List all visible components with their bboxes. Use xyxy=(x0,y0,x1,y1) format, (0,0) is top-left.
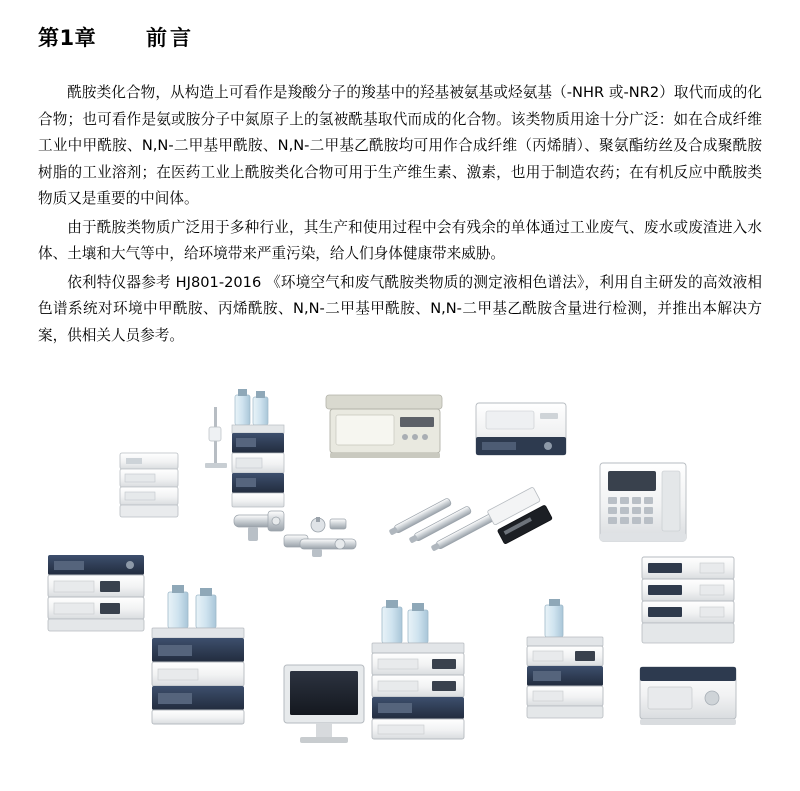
instrument-center-bottom xyxy=(372,600,464,739)
chapter-title: 前言 xyxy=(146,26,194,50)
instrument-analyzer-beige xyxy=(326,395,442,458)
instrument-stack-right-center xyxy=(527,599,603,718)
paragraph-1: 酰胺类化合物，从构造上可看作是羧酸分子的羧基中的羟基被氨基或烃氨基（-NHR 或-NR2）取代而成的化合物；也可看作是氨或胺分子中氮原子上的氢被酰基取代而成的化合物。该类物质用途十分广泛：如在合成纤维工业中甲酰胺、N,N-二甲基甲酰胺、N,N-二甲基乙酰胺均可用作合成纤维（丙烯腈）、聚氨酯纺丝及合成聚酰胺树脂的工业溶剂；在医药工业上酰胺类化合物可用于生产维生素、激素，也用于制造农药；在有机反应中酰胺类物质又是重要的中间体。 xyxy=(38,84,762,208)
instrument-pump-right xyxy=(600,463,686,541)
instrument-stack-with-bottles xyxy=(232,389,284,507)
document-page xyxy=(0,22,800,791)
part-valve-assembly xyxy=(234,511,308,547)
instrument-stack-bottom-left xyxy=(152,585,244,724)
instrument-stack-small-left xyxy=(120,453,178,517)
part-fittings xyxy=(300,517,356,557)
instrument-stack-lower-left xyxy=(48,555,144,631)
paragraph-2: 由于酰胺类物质广泛用于多种行业，其生产和使用过程中会有残余的单体通过工业废气、废水或废渣进入水体、土壤和大气等中，给环境带来严重污染，给人们身体健康带来威胁。 xyxy=(38,218,762,263)
part-hplc-columns xyxy=(388,498,494,553)
paragraph-3: 依利特仪器参考 HJ801-2016 《环境空气和废气酰胺类物质的测定液相色谱法》，利用自主研发的高效液相色谱系统对环境中甲酰胺、丙烯酰胺、N,N-二甲基甲酰胺、N,N-二甲基乙酰胺含量进行检测，并推出本解决方案，供相关人员参考。 xyxy=(38,273,762,344)
instrument-stack-far-right xyxy=(642,557,734,643)
instrument-column-stand xyxy=(205,407,227,468)
chapter-number: 第1章 xyxy=(38,26,97,50)
instrument-bottom-right xyxy=(640,667,736,725)
figure-instrument-collage xyxy=(0,367,800,787)
page-title xyxy=(38,22,762,52)
device-monitor xyxy=(284,665,364,743)
part-column-cases xyxy=(487,487,552,544)
body-text xyxy=(38,80,762,349)
instrument-detector-top xyxy=(476,403,566,455)
